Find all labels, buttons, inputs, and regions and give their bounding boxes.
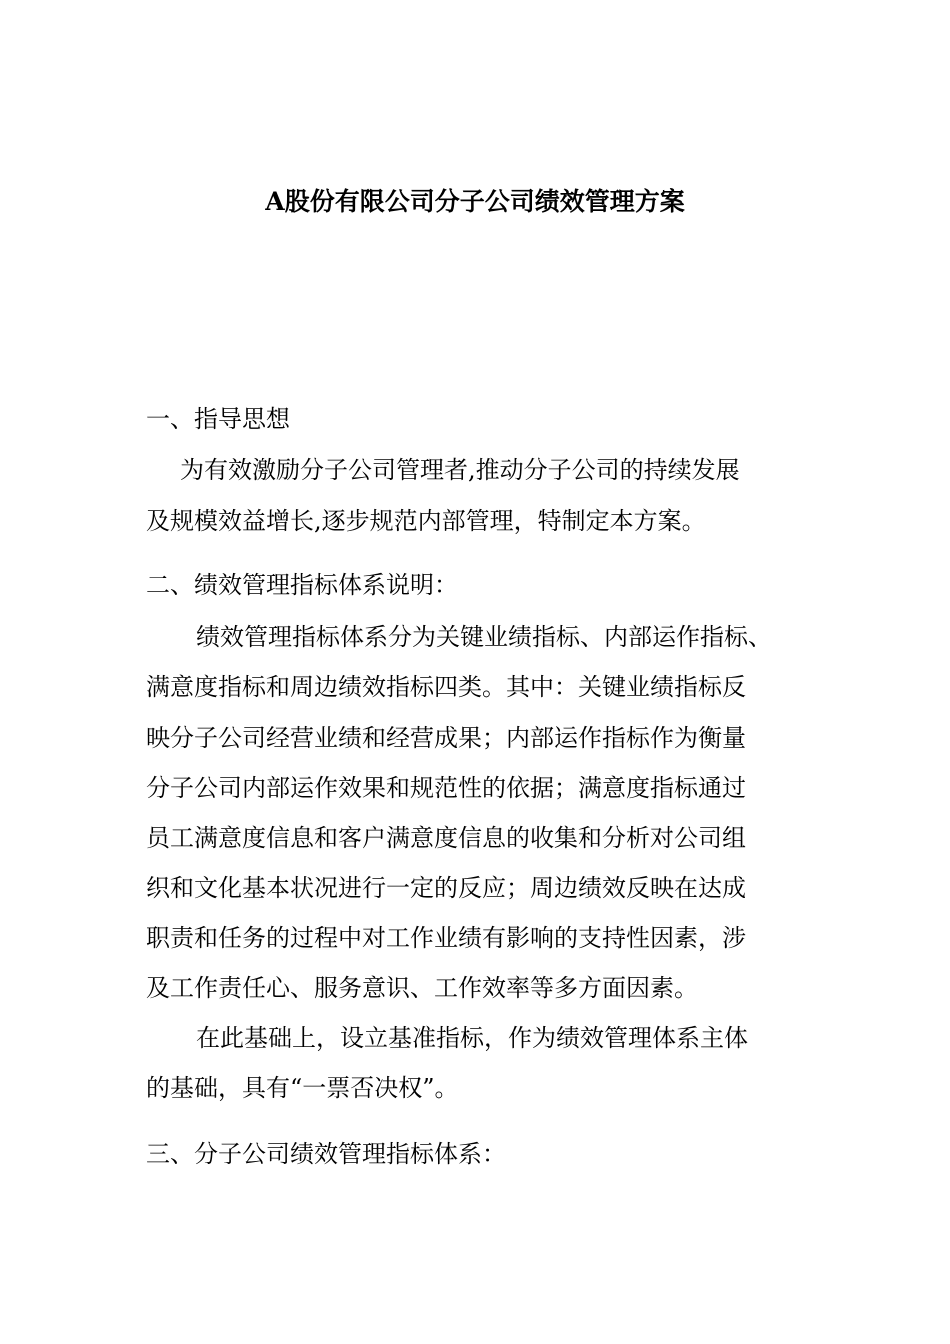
document-title: A股份有限公司分子公司绩效管理方案 — [265, 187, 685, 216]
paragraph-line: 及规模效益增长,逐步规范内部管理，特制定本方案。 — [146, 507, 706, 535]
section-heading-3: 三、分子公司绩效管理指标体系： — [146, 1140, 506, 1168]
paragraph-line: 职责和任务的过程中对工作业绩有影响的支持性因素，涉 — [146, 924, 746, 952]
paragraph-line: 在此基础上，设立基准指标，作为绩效管理体系主体 — [196, 1024, 748, 1052]
paragraph-line: 织和文化基本状况进行一定的反应；周边绩效反映在达成 — [146, 874, 746, 902]
paragraph-line: 的基础，具有“一票否决权”。 — [146, 1074, 459, 1102]
paragraph-line: 映分子公司经营业绩和经营成果；内部运作指标作为衡量 — [146, 724, 746, 752]
section-heading-1: 一、指导思想 — [146, 405, 290, 433]
paragraph-line: 绩效管理指标体系分为关键业绩指标、内部运作指标、 — [196, 623, 772, 651]
paragraph-line: 满意度指标和周边绩效指标四类。其中：关键业绩指标反 — [146, 673, 746, 701]
paragraph-line: 为有效激励分子公司管理者,推动分子公司的持续发展 — [180, 456, 740, 484]
section-heading-2: 二、绩效管理指标体系说明： — [146, 571, 458, 599]
paragraph-line: 员工满意度信息和客户满意度信息的收集和分析对公司组 — [146, 824, 746, 852]
paragraph-line: 及工作责任心、服务意识、工作效率等多方面因素。 — [146, 974, 698, 1002]
paragraph-line: 分子公司内部运作效果和规范性的依据；满意度指标通过 — [146, 774, 746, 802]
